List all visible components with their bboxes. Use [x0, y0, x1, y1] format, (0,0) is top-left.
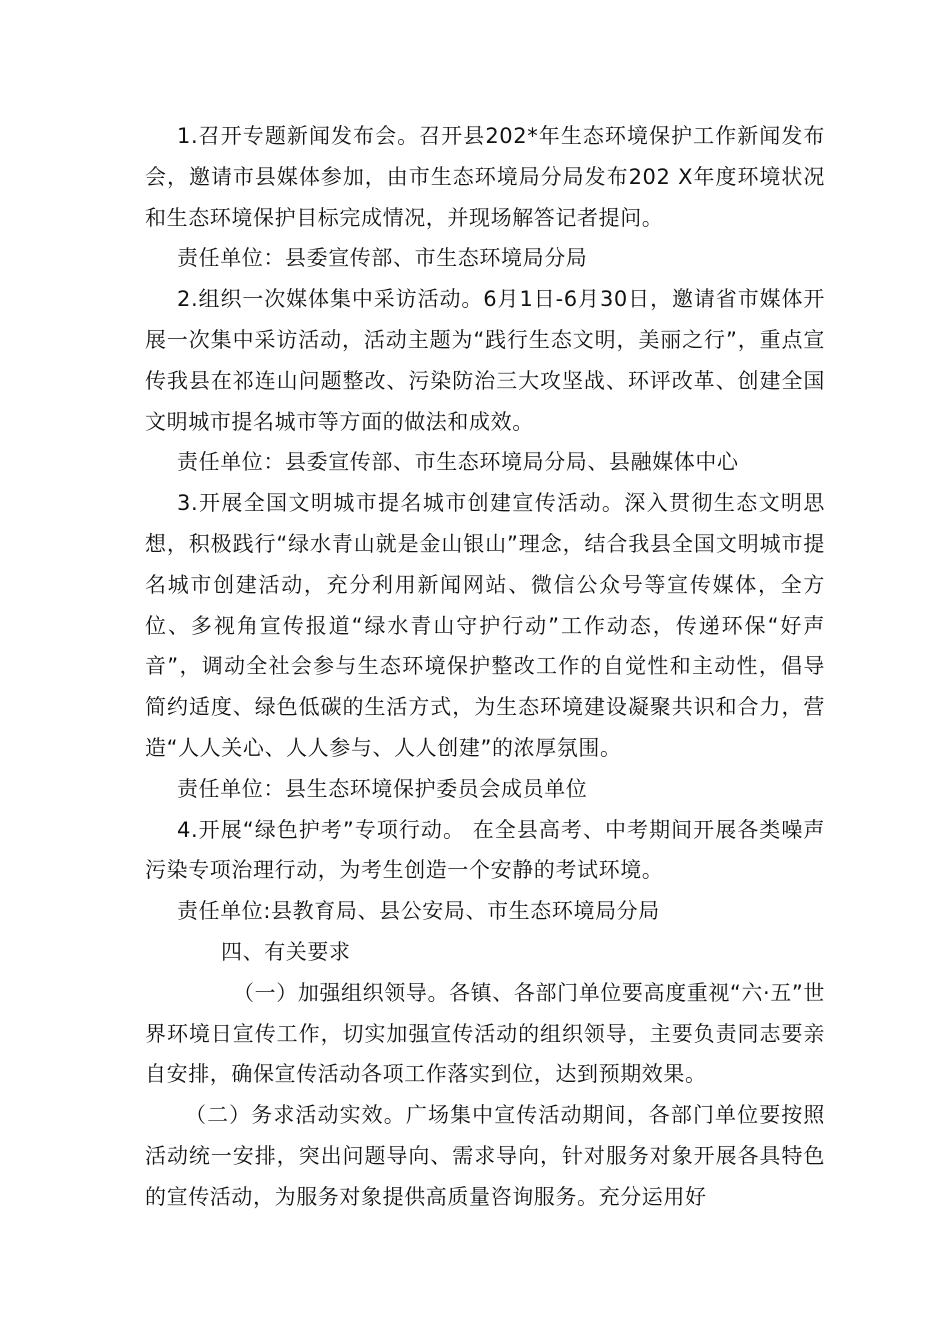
- paragraph-responsible-unit: 责任单位：县委宣传部、市生态环境局分局: [177, 246, 588, 271]
- document-body: [145, 116, 825, 1218]
- paragraph-activity-effectiveness: （二）务求活动实效。广场集中宣传活动期间，各部门单位要按照活动统一安排，突出问题导向、需求导向，针对服务对象开展各具特色的宣传活动，为服务对象提供高质量咨询服务。充分运用好: [145, 1103, 825, 1209]
- paragraph-media-interview: 2.组织一次媒体集中采访活动。6月1日-6月30日，邀请省市媒体开展一次集中采访活动，活动主题为“践行生态文明，美丽之行”，重点宣传我县在祁连山问题整改、污染防治三大攻坚战、环评改革、创建全国文明城市提名城市等方面的做法和成效。: [145, 287, 825, 434]
- paragraph-press-conference: 1.召开专题新闻发布会。召开县202*年生态环境保护工作新闻发布会，邀请市县媒体参加，由市生态环境局分局发布202 X年度环境状况和生态环境保护目标完成情况，并现场解答记者提问。: [145, 124, 825, 230]
- paragraph-organization-leadership: （一）加强组织领导。各镇、各部门单位要高度重视“六·五”世界环境日宣传工作，切实加强宣传活动的组织领导，主要负责同志要亲自安排，确保宣传活动各项工作落实到位，达到预期效果。: [145, 980, 825, 1087]
- paragraph-responsible-unit: 责任单位：县委宣传部、市生态环境局分局、县融媒体中心: [177, 450, 739, 475]
- section-heading-requirements: 四、有关要求: [221, 939, 351, 964]
- paragraph-green-exam-action: 4.开展“绿色护考”专项行动。 在全县高考、中考期间开展各类噪声污染专项治理行动，为考生创造一个安静的考试环境。: [145, 817, 825, 883]
- paragraph-responsible-unit: 责任单位：县生态环境保护委员会成员单位: [177, 776, 588, 801]
- paragraph-civilized-city-campaign: 3.开展全国文明城市提名城市创建宣传活动。深入贯彻生态文明思想，积极践行“绿水青山就是金山银山”理念，结合我县全国文明城市提名城市创建活动，充分利用新闻网站、微信公众号等宣传媒体，全方位、多视角宣传报道“绿水青山守护行动”工作动态，传递环保“好声音”，调动全社会参与生态环境保护整改工作的自觉性和主动性，倡导简约适度、绿色低碳的生活方式，为生态环境建设凝聚共识和合力，营造“人人关心、人人参与、人人创建”的浓厚氛围。: [145, 491, 825, 760]
- paragraph-responsible-unit: 责任单位:县教育局、县公安局、市生态环境局分局: [177, 899, 660, 924]
